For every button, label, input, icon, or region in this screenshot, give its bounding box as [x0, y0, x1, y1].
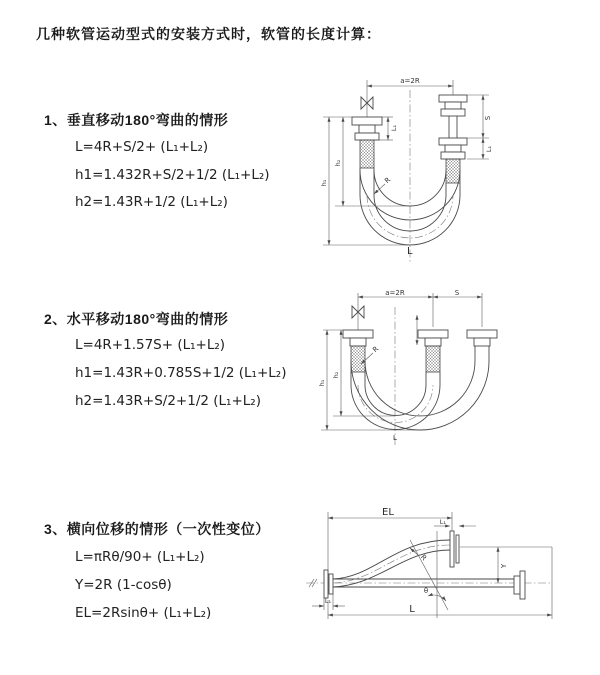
left-flange — [343, 330, 373, 372]
dimension-lines — [312, 507, 552, 619]
dim-label-el: EL — [382, 507, 394, 518]
dim-label-h2: h₂ — [332, 371, 340, 379]
section-3-heading: 3、横向位移的情形（一次性变位） — [44, 521, 270, 537]
diagram-lateral-displacement — [300, 500, 595, 650]
dim-label-h2: h₂ — [334, 159, 342, 167]
formula-h1: h1=1.432R+S/2+1/2 (L₁+L₂) — [75, 167, 270, 183]
dim-label-a2r: a=2R — [385, 289, 405, 297]
formula-l: L=4R+S/2+ (L₁+L₂) — [75, 139, 209, 155]
geometry-construction — [410, 531, 448, 618]
dim-label-a2r: a=2R — [400, 77, 420, 85]
formula-y: Y=2R (1-cosθ) — [75, 577, 172, 593]
dim-label-l1: L₁ — [390, 124, 398, 132]
dim-label-y: Y — [500, 563, 508, 569]
diagram-vertical-180-bend — [315, 70, 560, 270]
valve-icon — [361, 80, 373, 117]
braided-hose-section — [351, 346, 365, 372]
hose-u-shapes — [351, 346, 489, 430]
s-curved-hose — [333, 540, 450, 587]
dim-label-r: R — [383, 175, 393, 186]
section-2-heading: 2、水平移动180°弯曲的情形 — [44, 311, 229, 327]
dim-label-l-total: L — [407, 246, 413, 257]
dim-label-l1: L₁ — [324, 597, 332, 605]
left-flange — [352, 117, 382, 168]
section-1-heading: 1、垂直移动180°弯曲的情形 — [44, 112, 229, 128]
dim-label-theta: θ — [423, 587, 429, 595]
right-flange — [467, 330, 497, 346]
right-flange-stack — [439, 95, 467, 183]
formula-h1: h1=1.43R+0.785S+1/2 (L₁+L₂) — [75, 365, 287, 381]
dimension-lines — [320, 77, 493, 257]
right-flange — [514, 571, 525, 599]
middle-flange — [418, 330, 448, 372]
dim-label-l1: L₁ — [485, 145, 493, 153]
left-flange — [324, 570, 333, 598]
formula-h2: h2=1.43R+1/2 (L₁+L₂) — [75, 194, 228, 210]
dim-label-l-total: L — [409, 604, 415, 615]
upper-right-flange — [450, 531, 459, 567]
dim-label-s: S — [454, 289, 460, 297]
formula-el: EL=2Rsinθ+ (L₁+L₂) — [75, 605, 212, 621]
dim-label-r: R — [418, 553, 429, 563]
braided-hose-section — [360, 140, 374, 168]
formula-l: L=πRθ/90+ (L₁+L₂) — [75, 549, 205, 565]
braided-hose-section — [446, 159, 460, 183]
dim-label-l-total: L — [393, 434, 397, 442]
formula-l: L=4R+1.57S+ (L₁+L₂) — [75, 337, 226, 353]
formula-h2: h2=1.43R+S/2+1/2 (L₁+L₂) — [75, 393, 261, 409]
dim-label-h1: h₁ — [318, 379, 326, 387]
dim-label-r: R — [371, 344, 381, 355]
valve-icon — [352, 293, 364, 330]
diagram-horizontal-180-bend — [315, 285, 560, 455]
dim-label-l1: L₁ — [439, 518, 446, 526]
page-title: 几种软管运动型式的安装方式时，软管的长度计算： — [36, 26, 381, 42]
dim-label-h1: h₁ — [320, 179, 328, 187]
braided-hose-section — [426, 346, 440, 372]
dim-label-s: S — [484, 115, 492, 121]
